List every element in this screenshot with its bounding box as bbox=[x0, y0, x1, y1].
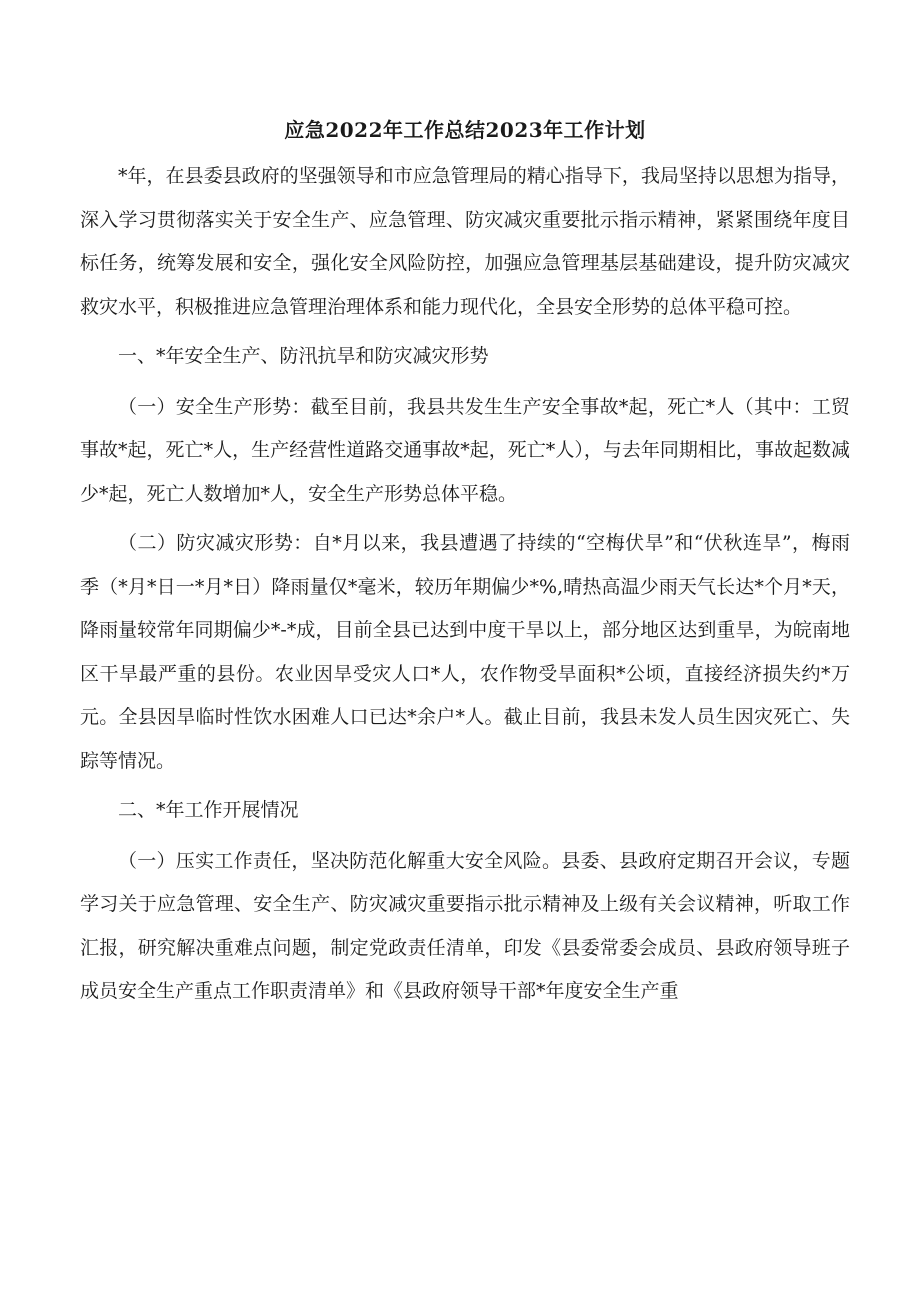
section-1-paragraph-2: （二）防灾减灾形势：自*月以来，我县遭遇了持续的“空梅伏旱”和“伏秋连旱”，梅雨季（*月*日一*月*日）降雨量仅*毫米，较历年期偏少*%,晴热高温少雨天气长达*个月*天，降雨量较常年同期偏少*-*成，目前全县已达到中度干旱以上，部分地区达到重旱，为皖南地区干旱最严重的县份。农业因旱受灾人口*人，农作物受旱面积*公顷，直接经济损失约*万元。全县因旱临时性饮水困难人口已达*余户*人。截止目前，我县未发人员生因灾死亡、失踪等情况。 bbox=[80, 532, 850, 772]
section-1-heading: 一、*年安全生产、防汛抗旱和防灾减灾形势 bbox=[118, 345, 489, 367]
section-1-paragraph-1: （一）安全生产形势：截至目前，我县共发生生产安全事故*起，死亡*人（其中：工贸事故*起，死亡*人，生产经营性道路交通事故*起，死亡*人），与去年同期相比，事故起数减少*起，死亡人数增加*人，安全生产形势总体平稳。 bbox=[80, 395, 850, 505]
document-page bbox=[80, 110, 850, 1020]
section-2-heading: 二、*年工作开展情况 bbox=[118, 799, 299, 821]
section-2-paragraph-1: （一）压实工作责任，坚决防范化解重大安全风险。县委、县政府定期召开会议，专题学习关于应急管理、安全生产、防灾减灾重要指示批示精神及上级有关会议精神，听取工作汇报，研究解决重难点问题，制定党政责任清单，印发《县委常委会成员、县政府领导班子成员安全生产重点工作职责清单》和《县政府领导干部*年度安全生产重 bbox=[80, 849, 850, 1002]
document-title: 应急2022年工作总结2023年工作计划 bbox=[284, 118, 646, 142]
intro-paragraph: *年，在县委县政府的坚强领导和市应急管理局的精心指导下，我局坚持以思想为指导，深入学习贯彻落实关于安全生产、应急管理、防灾减灾重要批示指示精神，紧紧围绕年度目标任务，统筹发展和安全，强化安全风险防控，加强应急管理基层基础建设，提升防灾减灾救灾水平，积极推进应急管理治理体系和能力现代化，全县安全形势的总体平稳可控。 bbox=[80, 165, 850, 318]
